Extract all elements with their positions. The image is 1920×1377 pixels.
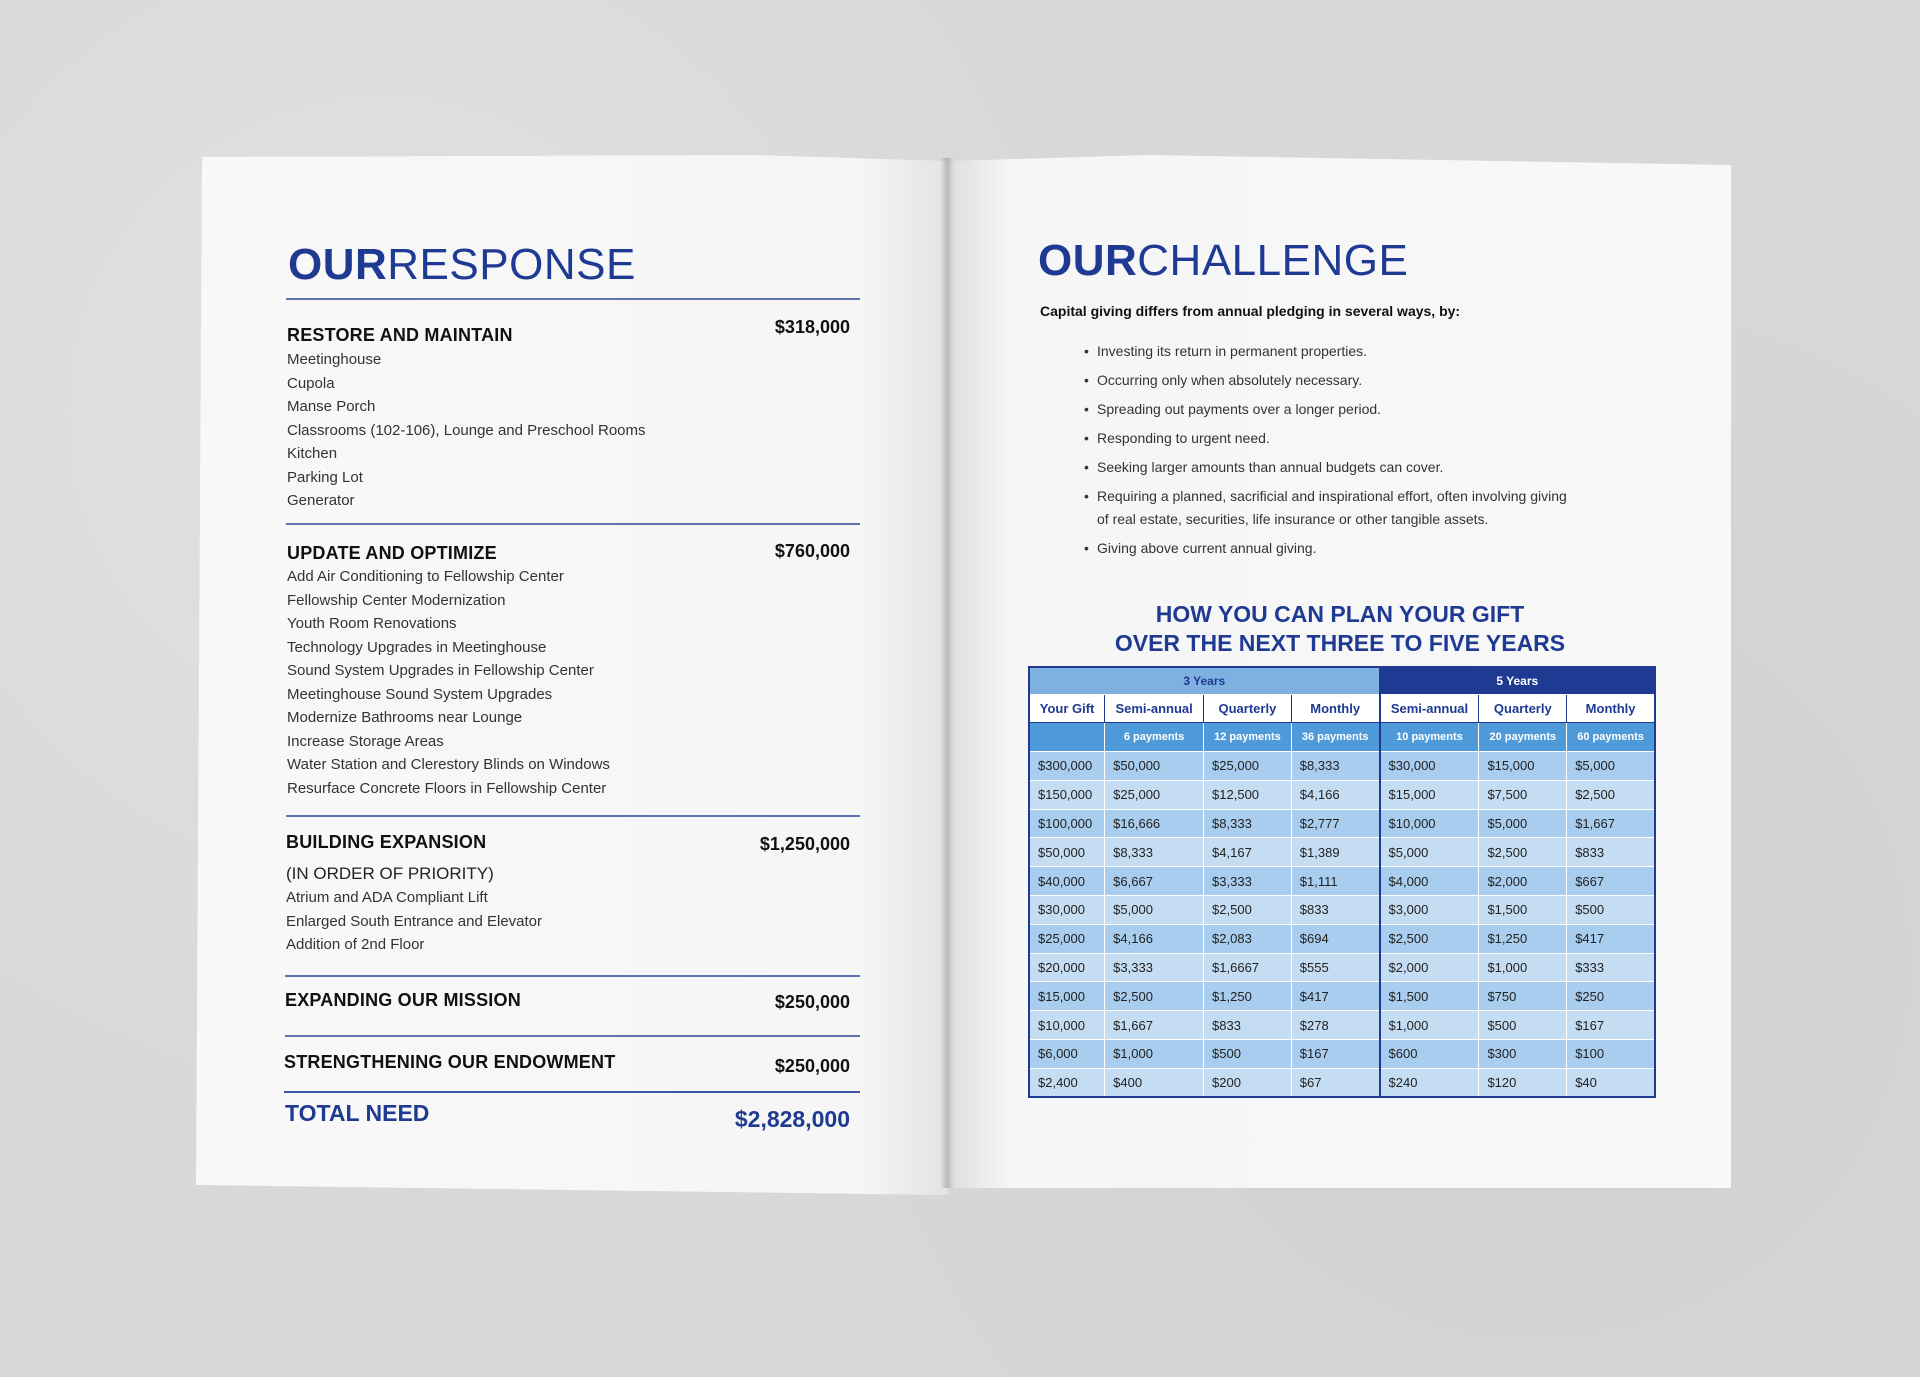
table-cell: $6,667: [1105, 867, 1204, 896]
table-cell: $5,000: [1380, 838, 1479, 867]
table-cell: $333: [1567, 953, 1655, 982]
bullet-item: • Spreading out payments over a longer period.: [1084, 398, 1574, 421]
table-cell: $25,000: [1105, 780, 1204, 809]
list-item: Atrium and ADA Compliant Lift: [286, 889, 488, 906]
table-cell: $250: [1567, 982, 1655, 1011]
table-cell: $417: [1291, 982, 1379, 1011]
table-cell: $4,166: [1105, 924, 1204, 953]
plan-title-line1: HOW YOU CAN PLAN YOUR GIFT: [1155, 601, 1525, 627]
table-cell: $750: [1479, 982, 1567, 1011]
divider: [286, 298, 860, 300]
table-cell: $2,500: [1204, 896, 1292, 925]
table-cell: $100: [1567, 1040, 1655, 1069]
heading-our: OUR: [1038, 236, 1138, 285]
plan-title: [1040, 600, 1640, 658]
table-cell: $30,000: [1029, 896, 1105, 925]
table-cell: $15,000: [1479, 752, 1567, 781]
divider: [285, 975, 860, 977]
bullet-item: • Requiring a planned, sacrificial and inspirational effort, often involving giving of real estate, securities, life insurance or other tangible assets.: [1084, 485, 1574, 531]
table-cell: $2,000: [1380, 953, 1479, 982]
table-cell: $1,667: [1567, 809, 1655, 838]
list-item: Meetinghouse Sound System Upgrades: [287, 685, 553, 703]
table-cell: $7,500: [1479, 780, 1567, 809]
table-row: [1029, 780, 1655, 809]
table-cell: $500: [1204, 1040, 1292, 1069]
table-cell: $10,000: [1380, 809, 1479, 838]
column-header: Monthly: [1567, 694, 1655, 723]
table-cell: $1,500: [1380, 982, 1479, 1011]
table-cell: $4,167: [1204, 838, 1292, 867]
bullet-item: • Investing its return in permanent properties.: [1084, 340, 1574, 363]
table-row: [1029, 924, 1655, 953]
table-cell: $1,000: [1105, 1040, 1204, 1069]
table-cell: $25,000: [1204, 752, 1292, 781]
list-item: Youth Room Renovations: [287, 615, 457, 632]
list-item: Kitchen: [287, 445, 338, 462]
list-item: Manse Porch: [287, 398, 376, 415]
list-item: Classrooms (102-106), Lounge and Preschool Rooms: [287, 421, 646, 439]
group-header-5-years: 5 Years: [1380, 667, 1655, 694]
list-item: Addition of 2nd Floor: [286, 936, 425, 953]
payments-header-row: [1029, 723, 1655, 752]
intro-text: Capital giving differs from annual pledging in several ways, by:: [1040, 303, 1461, 319]
table-cell: $555: [1291, 953, 1379, 982]
table-row: [1029, 1011, 1655, 1040]
divider: [285, 1035, 860, 1037]
payments-header: 60 payments: [1567, 723, 1655, 752]
table-cell: $667: [1567, 867, 1655, 896]
list-item: Resurface Concrete Floors in Fellowship Center: [287, 779, 607, 797]
table-cell: $1,500: [1479, 896, 1567, 925]
table-cell: $2,500: [1567, 780, 1655, 809]
list-item: Add Air Conditioning to Fellowship Center: [287, 568, 564, 585]
table-cell: $1,250: [1204, 982, 1292, 1011]
table-row: [1029, 867, 1655, 896]
table-cell: $2,000: [1479, 867, 1567, 896]
table-cell: $25,000: [1029, 924, 1105, 953]
list-item: Technology Upgrades in Meetinghouse: [287, 638, 547, 656]
section-amount: $318,000: [774, 317, 850, 337]
table-cell: $5,000: [1567, 752, 1655, 781]
response-heading: [288, 240, 636, 290]
challenge-heading: [1038, 236, 1408, 286]
section-items: [287, 348, 646, 513]
list-item: Fellowship Center Modernization: [287, 591, 506, 609]
table-cell: $200: [1204, 1068, 1292, 1097]
table-row: [1029, 896, 1655, 925]
table-cell: $5,000: [1105, 896, 1204, 925]
list-item: Modernize Bathrooms near Lounge: [287, 709, 523, 726]
table-cell: $694: [1291, 924, 1379, 953]
table-row: [1029, 953, 1655, 982]
column-header: Your Gift: [1029, 694, 1105, 723]
table-cell: $1,000: [1479, 953, 1567, 982]
table-cell: $500: [1479, 1011, 1567, 1040]
heading-challenge: CHALLENGE: [1137, 236, 1409, 285]
table-body: [1029, 752, 1655, 1098]
bullet-item: • Occurring only when absolutely necessary.: [1084, 369, 1574, 392]
table-cell: $300: [1479, 1040, 1567, 1069]
table-cell: $12,500: [1204, 780, 1292, 809]
heading-response: RESPONSE: [387, 240, 636, 289]
gift-table: [1028, 666, 1656, 1098]
table-cell: $40,000: [1029, 867, 1105, 896]
group-header-3-years: 3 Years: [1029, 667, 1380, 694]
section-items: [287, 565, 610, 800]
table-cell: $20,000: [1029, 953, 1105, 982]
bullet-item: • Giving above current annual giving.: [1084, 537, 1574, 560]
table-cell: $1,6667: [1204, 953, 1292, 982]
payments-header: [1029, 723, 1105, 752]
table-cell: $8,333: [1204, 809, 1292, 838]
table-cell: $167: [1567, 1011, 1655, 1040]
payments-header: 12 payments: [1204, 723, 1292, 752]
section-title: UPDATE AND OPTIMIZE: [287, 543, 497, 563]
payments-header: 20 payments: [1479, 723, 1567, 752]
table-cell: $2,500: [1380, 924, 1479, 953]
section-amount: $1,250,000: [759, 834, 850, 854]
table-cell: $1,111: [1291, 867, 1379, 896]
table-cell: $833: [1291, 896, 1379, 925]
table-cell: $5,000: [1479, 809, 1567, 838]
table-cell: $300,000: [1029, 752, 1105, 781]
table-cell: $8,333: [1105, 838, 1204, 867]
list-item: Generator: [287, 492, 355, 509]
section-amount: $250,000: [774, 1056, 850, 1076]
section-title: STRENGTHENING OUR ENDOWMENT: [284, 1052, 616, 1072]
list-item: Sound System Upgrades in Fellowship Center: [287, 662, 594, 679]
table-cell: $8,333: [1291, 752, 1379, 781]
list-item: Parking Lot: [287, 468, 363, 486]
table-cell: $500: [1567, 896, 1655, 925]
table-cell: $4,000: [1380, 867, 1479, 896]
section-amount: $760,000: [774, 541, 850, 561]
column-header: Quarterly: [1204, 694, 1292, 723]
table-cell: $2,500: [1479, 838, 1567, 867]
list-item: Increase Storage Areas: [287, 732, 444, 750]
total-amount: $2,828,000: [734, 1106, 850, 1132]
table-cell: $1,250: [1479, 924, 1567, 953]
table-cell: $2,777: [1291, 809, 1379, 838]
payments-header: 36 payments: [1291, 723, 1379, 752]
table-row: [1029, 1040, 1655, 1069]
divider: [286, 523, 860, 525]
section-amount: $250,000: [774, 992, 850, 1012]
bullet-item: • Seeking larger amounts than annual budgets can cover.: [1084, 456, 1574, 479]
table-cell: $4,166: [1291, 780, 1379, 809]
table-cell: $167: [1291, 1040, 1379, 1069]
table-cell: $40: [1567, 1068, 1655, 1097]
column-header: Monthly: [1291, 694, 1379, 723]
table-cell: $67: [1291, 1068, 1379, 1097]
table-row: [1029, 1068, 1655, 1097]
table-row: [1029, 982, 1655, 1011]
table-cell: $600: [1380, 1040, 1479, 1069]
total-label: TOTAL NEED: [285, 1100, 430, 1126]
plan-title-line2: OVER THE NEXT THREE TO FIVE YEARS: [1114, 630, 1566, 656]
table-cell: $1,667: [1105, 1011, 1204, 1040]
table-cell: $3,000: [1380, 896, 1479, 925]
book-spine: [940, 158, 954, 1188]
column-header-row: [1029, 694, 1655, 723]
list-item: Enlarged South Entrance and Elevator: [286, 912, 543, 930]
table-row: [1029, 809, 1655, 838]
table-cell: $1,389: [1291, 838, 1379, 867]
table-cell: $278: [1291, 1011, 1379, 1040]
priority-note: (IN ORDER OF PRIORITY): [286, 864, 494, 883]
table-cell: $150,000: [1029, 780, 1105, 809]
heading-our: OUR: [288, 240, 388, 289]
table-cell: $6,000: [1029, 1040, 1105, 1069]
table-cell: $15,000: [1380, 780, 1479, 809]
column-header: Quarterly: [1479, 694, 1567, 723]
table-cell: $16,666: [1105, 809, 1204, 838]
table-cell: $100,000: [1029, 809, 1105, 838]
table-cell: $2,400: [1029, 1068, 1105, 1097]
table-cell: $1,000: [1380, 1011, 1479, 1040]
table-cell: $50,000: [1105, 752, 1204, 781]
table-cell: $2,083: [1204, 924, 1292, 953]
table-cell: $3,333: [1204, 867, 1292, 896]
list-item: Water Station and Clerestory Blinds on Windows: [287, 756, 610, 773]
payments-header: 6 payments: [1105, 723, 1204, 752]
divider: [284, 1091, 860, 1093]
table-cell: $15,000: [1029, 982, 1105, 1011]
payments-header: 10 payments: [1380, 723, 1479, 752]
table-cell: $3,333: [1105, 953, 1204, 982]
table-cell: $120: [1479, 1068, 1567, 1097]
table-row: [1029, 838, 1655, 867]
table-cell: $10,000: [1029, 1011, 1105, 1040]
bullet-list: [1084, 340, 1574, 566]
table-cell: $400: [1105, 1068, 1204, 1097]
table-cell: $240: [1380, 1068, 1479, 1097]
column-header: Semi-annual: [1105, 694, 1204, 723]
divider: [286, 815, 860, 817]
list-item: Meetinghouse: [287, 351, 382, 368]
section-title: EXPANDING OUR MISSION: [285, 990, 521, 1010]
table-cell: $417: [1567, 924, 1655, 953]
table-cell: $2,500: [1105, 982, 1204, 1011]
column-header: Semi-annual: [1380, 694, 1479, 723]
section-title: RESTORE AND MAINTAIN: [287, 325, 513, 345]
table-cell: $833: [1204, 1011, 1292, 1040]
list-item: Cupola: [287, 374, 335, 392]
section-title: BUILDING EXPANSION: [286, 832, 487, 852]
section-items: [286, 886, 542, 957]
table-cell: $30,000: [1380, 752, 1479, 781]
bullet-item: • Responding to urgent need.: [1084, 427, 1574, 450]
table-row: [1029, 752, 1655, 781]
table-cell: $50,000: [1029, 838, 1105, 867]
table-cell: $833: [1567, 838, 1655, 867]
